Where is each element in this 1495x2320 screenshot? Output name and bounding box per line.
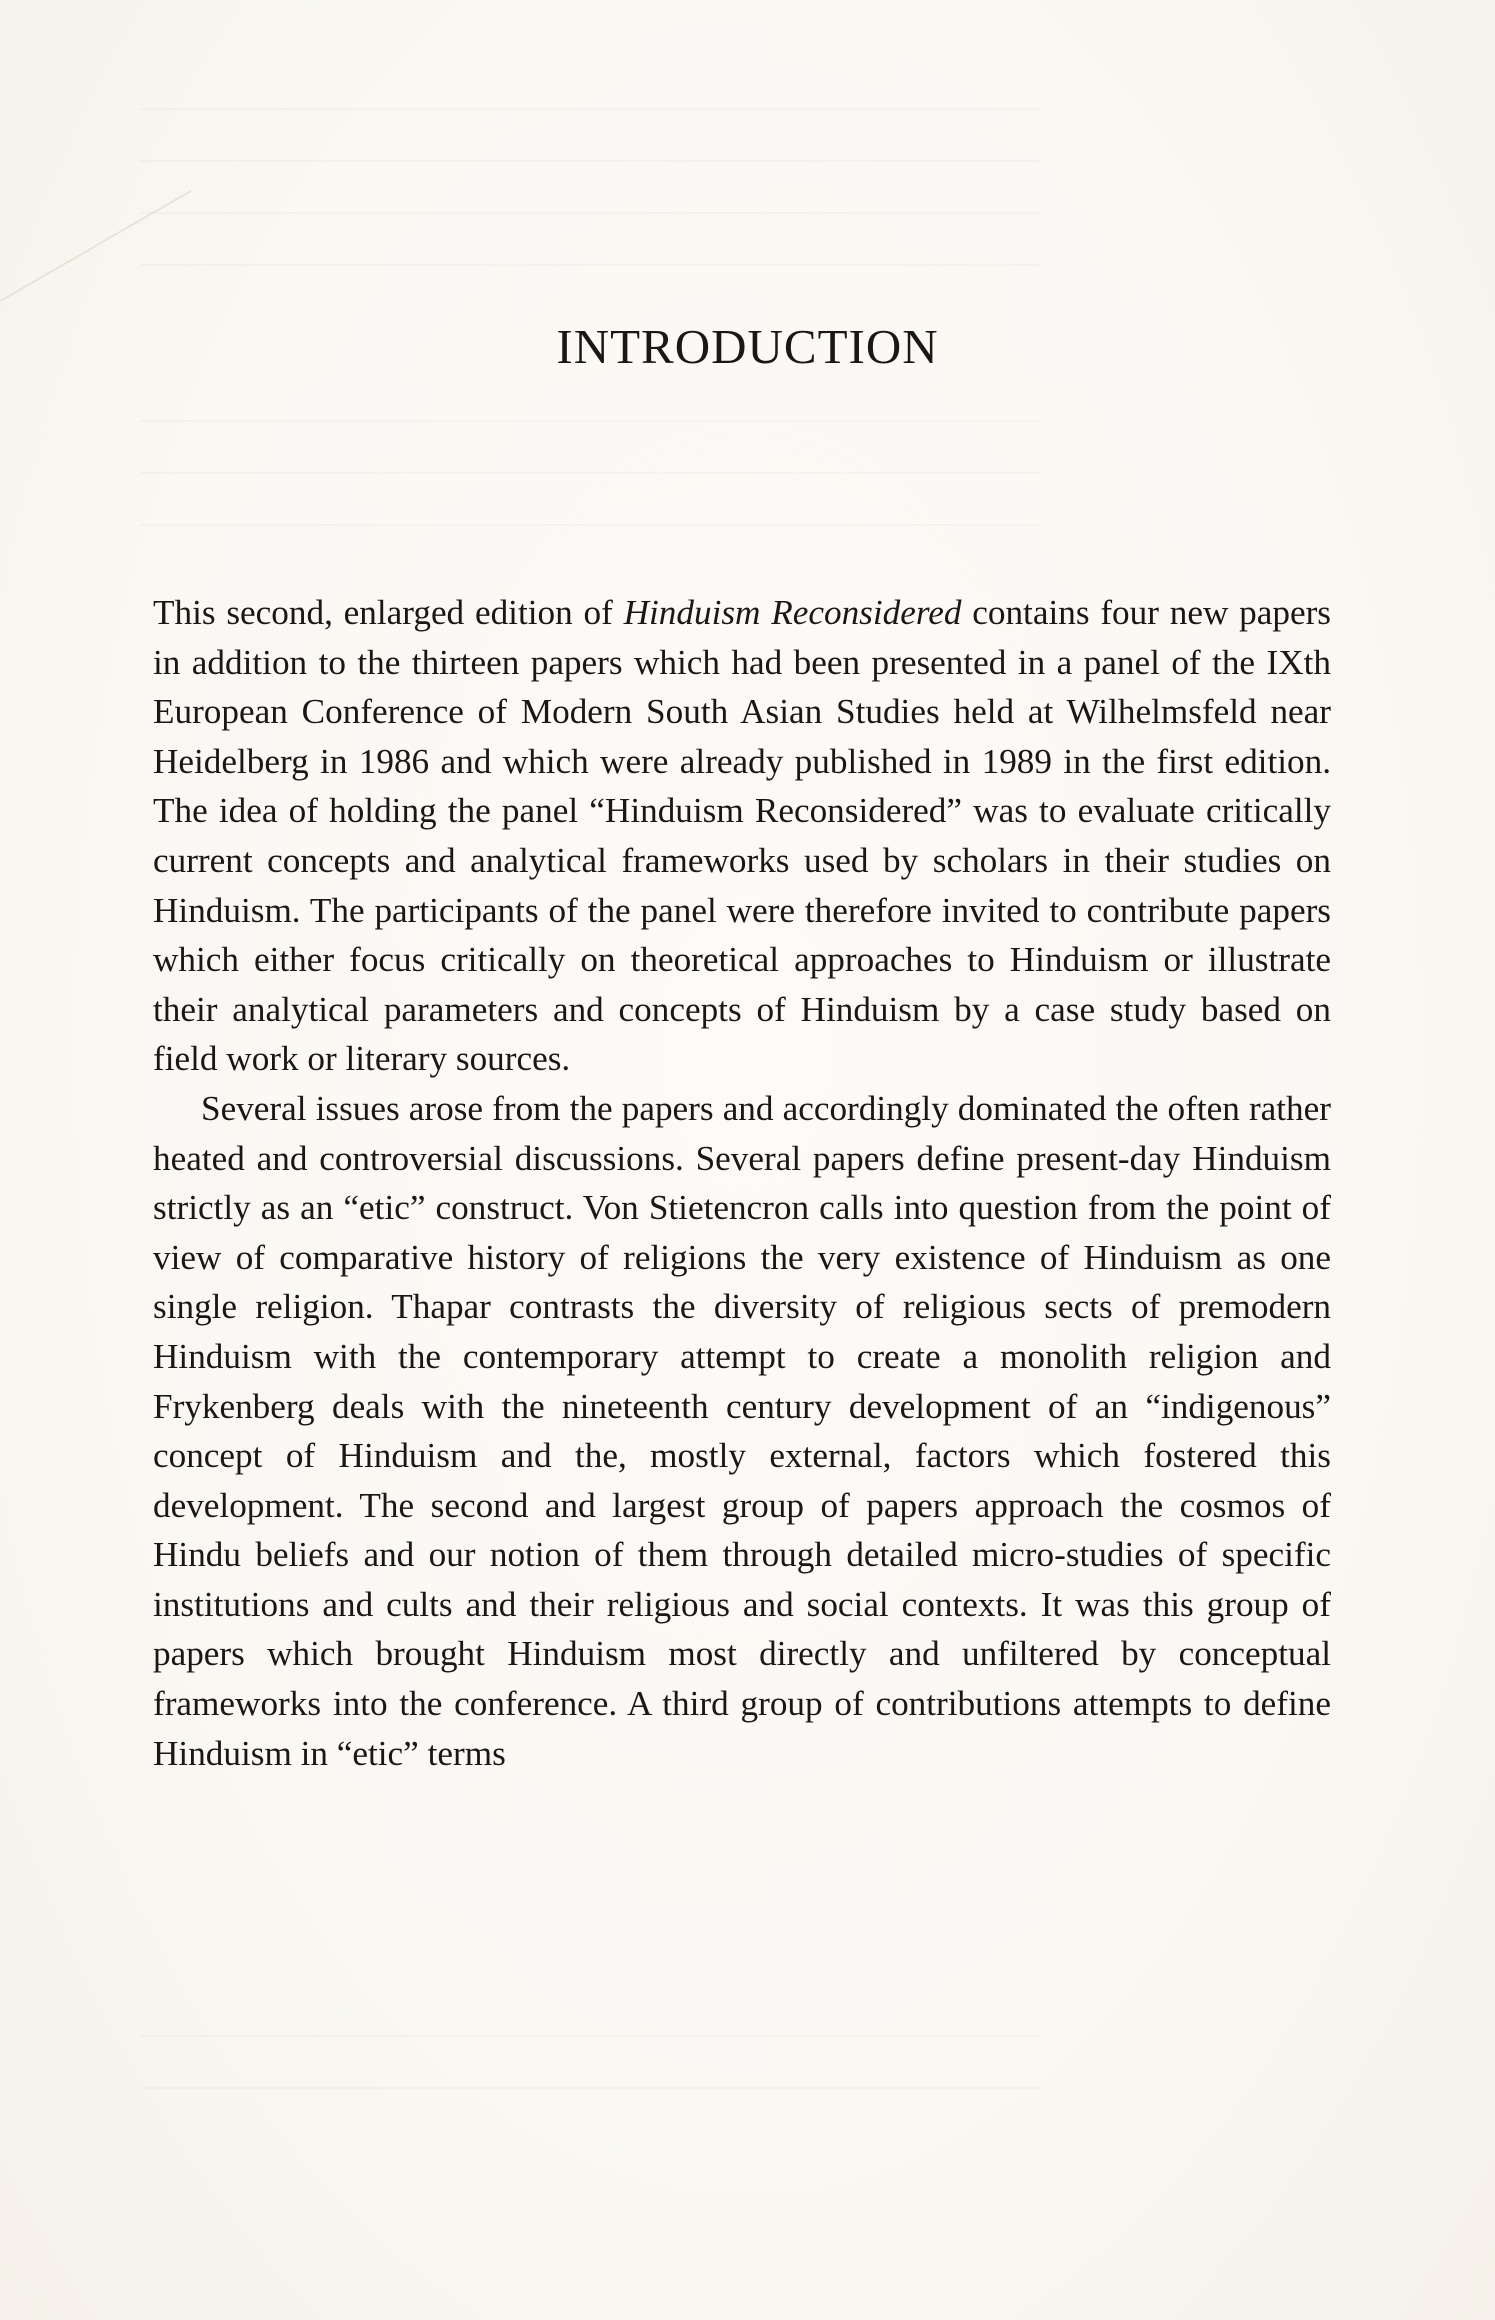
bleed-through-line: [140, 108, 1040, 110]
paragraph-2: Several issues arose from the papers and accordingly dominated the often rather heated and controversial discussions. Several papers define present-day Hinduism strictly as an “etic” construct. Von Stietencron calls into question from the point of view of comparative history of religions the very existence of Hinduism as one single religion. Thapar contrasts the diversity of religious sects of premodern Hinduism with the contemporary attempt to create a monolith religion and Frykenberg deals with the nineteenth century development of an “indigenous” concept of Hinduism and the, mostly external, factors which fostered this development. The second and largest group of papers approach the cosmos of Hindu beliefs and our notion of them through detailed micro-studies of specific institutions and cults and their religious and social contexts. It was this group of papers which brought Hinduism most directly and unfiltered by conceptual frameworks into the conference. A third group of contributions attempts to define Hinduism in “etic” terms: [153, 1088, 1331, 1773]
book-title: Hinduism Reconsidered: [623, 593, 962, 632]
bleed-through-line: [140, 160, 1040, 162]
page-crease: [0, 190, 272, 440]
chapter-title: INTRODUCTION: [556, 319, 939, 374]
paragraph-1-lead: This second, enlarged edition of: [153, 593, 624, 632]
bleed-through-line: [140, 264, 1040, 266]
body-text: [153, 588, 1331, 1778]
bleed-through-line: [140, 2035, 1040, 2037]
paragraph-1-rest: contains four new papers in addition to the thirteen papers which had been presented in a panel of the IXth European Conference of Modern South Asian Studies held at Wilhelmsfeld near Heidelberg in 1986 and which were already published in 1989 in the first edition. The idea of holding the panel “Hinduism Reconsidered” was to evaluate critically current concepts and analytical frameworks used by scholars in their studies on Hinduism. The participants of the panel were therefore invited to contribute papers which either focus critically on theoretical approaches to Hinduism or illustrate their analytical parameters and concepts of Hinduism by a case study based on field work or literary sources.: [153, 593, 1331, 1079]
bleed-through-line: [140, 472, 1040, 474]
bleed-through-line: [140, 2087, 1040, 2089]
bleed-through-line: [140, 524, 1040, 526]
bleed-through-line: [140, 212, 1040, 214]
paragraph-1: [153, 588, 1331, 1084]
bleed-through-line: [140, 420, 1040, 422]
